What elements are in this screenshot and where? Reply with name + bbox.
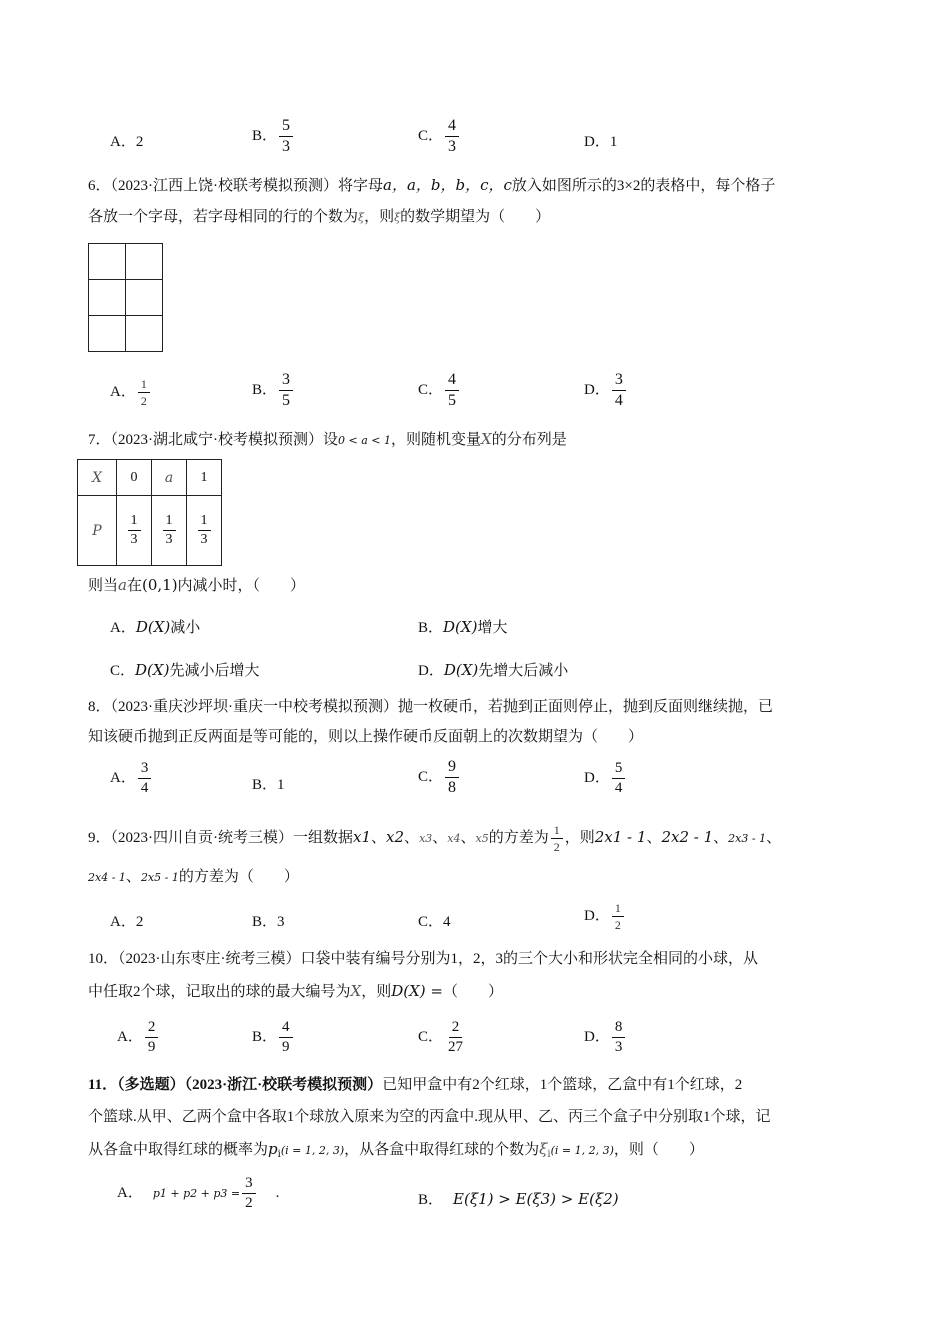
q10-option-c[interactable]: C． $\frac{2}{27}$ <box>418 1020 468 1055</box>
fraction: $\frac{1}{2}$ <box>138 378 150 407</box>
fraction: $\frac{1}{3}$ <box>198 514 211 547</box>
q7-condition-line: 则当a在(0,1)内减小时，（ ） <box>88 576 306 594</box>
q9-option-d[interactable]: D． $\frac{1}{2}$ <box>584 902 626 931</box>
fraction: $\frac{1}{2}$ <box>551 824 563 853</box>
fraction: $\frac{3}{4}$ <box>612 372 626 409</box>
fraction: $\frac{2}{9}$ <box>145 1020 159 1055</box>
q8-stem-line2: 知该硬币抛到正反两面是等可能的，则以上操作硬币反面朝上的次数期望为（ ） <box>88 729 644 745</box>
q11-option-b[interactable]: B． E(ξ1) > E(ξ3) > E(ξ2) <box>418 1190 619 1208</box>
q6-stem-line1: 6．（2023·江西上饶·校联考模拟预测）将字母a，a，b，b，c，c放入如图所示的3×2的表格中，每个格子 <box>88 176 776 194</box>
grid-cell <box>126 244 163 280</box>
table-cell: 1 <box>187 460 222 496</box>
table-header-x: X <box>78 460 117 496</box>
q10-stem-line1: 10．（2023·山东枣庄·统考三模）口袋中装有编号分别为1，2，3的三个大小和形状完全相同的小球，从 <box>88 951 758 967</box>
fraction: $\frac{4}{9}$ <box>279 1020 293 1055</box>
q6-option-a[interactable]: A． $\frac{1}{2}$ <box>110 378 152 407</box>
q6-option-b[interactable]: B． $\frac{3}{5}$ <box>252 372 295 409</box>
fraction: $\frac{4}{5}$ <box>445 372 459 409</box>
q9-option-b[interactable]: B．3 <box>252 914 285 930</box>
table-header-p: P <box>78 496 117 566</box>
q8-option-c[interactable]: C． $\frac{9}{8}$ <box>418 759 461 796</box>
q5-option-a[interactable]: A．2 <box>110 134 144 150</box>
q7-option-d[interactable]: D．D(X)先增大后减小 <box>418 661 569 679</box>
q11-option-a[interactable]: A． p1 + p2 + p3 = $\frac{3}{2}$ . <box>117 1175 280 1211</box>
grid-cell <box>89 316 126 352</box>
q11-stem-line3: 从各盒中取得红球的概率为$p_i(i = 1$, 2, 3)，从各盒中取得红球的个数为$\xi_i(i = 1$, 2, 3)，则（ ） <box>88 1140 704 1160</box>
fraction: $\frac{2}{27}$ <box>448 1019 464 1055</box>
fraction: $\frac{9}{8}$ <box>445 759 459 796</box>
q7-option-c[interactable]: C．D(X)先减小后增大 <box>110 661 260 679</box>
q7-option-b[interactable]: B．D(X)增大 <box>418 618 508 636</box>
grid-cell <box>126 280 163 316</box>
table-cell: a <box>152 460 187 496</box>
q5-option-b[interactable]: B． $\frac{5}{3}$ <box>252 118 295 155</box>
q8-option-b[interactable]: B．1 <box>252 777 285 793</box>
fraction: $\frac{1}{3}$ <box>163 514 176 547</box>
q7-stem: 7．（2023·湖北咸宁·校考模拟预测）设0 < a < 1，则随机变量X的分布列是 <box>88 430 567 448</box>
q7-option-a[interactable]: A．D(X)减小 <box>110 618 201 636</box>
q10-option-b[interactable]: B． $\frac{4}{9}$ <box>252 1020 295 1055</box>
q10-stem-line2: 中任取2个球，记取出的球的最大编号为X，则D(X) =（ ） <box>88 982 503 1000</box>
q7-distribution-table <box>77 459 222 566</box>
table-cell <box>152 496 187 566</box>
q8-option-d[interactable]: D． $\frac{5}{4}$ <box>584 761 627 796</box>
grid-cell <box>89 280 126 316</box>
fraction: $\frac{3}{5}$ <box>279 372 293 409</box>
q6-stem-line2: 各放一个字母，若字母相同的行的个数为ξ，则ξ的数学期望为（ ） <box>88 209 551 225</box>
fraction: $\frac{1}{2}$ <box>612 902 624 931</box>
fraction: $\frac{1}{3}$ <box>128 514 141 547</box>
fraction: $\frac{3}{4}$ <box>138 761 152 796</box>
q9-stem-line1: 9．（2023·四川自贡·统考三模）一组数据x1、x2、x3、x4、x5的方差为 $\frac{1}{2}$ ，则2x1 - 1、2x2 - 1、2x3 - 1、 <box>88 823 782 855</box>
q9-stem-line2: 2x4 - 1、2x5 - 1的方差为（ ） <box>88 869 299 885</box>
q11-stem-line2: 个篮球.从甲、乙两个盒中各取1个球放入原来为空的丙盒中.现从甲、乙、丙三个盒子中分别取1个球，记 <box>88 1109 771 1125</box>
q8-option-a[interactable]: A． $\frac{3}{4}$ <box>110 761 153 796</box>
q6-option-d[interactable]: D． $\frac{3}{4}$ <box>584 372 628 409</box>
q11-stem-line1: 11．（多选题）（2023·浙江·校联考模拟预测）已知甲盒中有2个红球，1个篮球，乙盒中有1个红球，2 <box>88 1077 743 1093</box>
q9-option-a[interactable]: A．2 <box>110 914 144 930</box>
grid-cell <box>126 316 163 352</box>
q10-option-a[interactable]: A． $\frac{2}{9}$ <box>117 1020 160 1055</box>
fraction: $\frac{3}{2}$ <box>242 1176 256 1211</box>
fraction: $\frac{4}{3}$ <box>445 118 459 155</box>
table-cell <box>117 496 152 566</box>
q6-grid-3x2 <box>88 243 163 352</box>
fraction: $\frac{8}{3}$ <box>612 1020 626 1055</box>
table-cell: 0 <box>117 460 152 496</box>
q6-option-c[interactable]: C． $\frac{4}{5}$ <box>418 372 461 409</box>
table-cell <box>187 496 222 566</box>
fraction: $\frac{5}{3}$ <box>279 118 293 155</box>
q8-stem-line1: 8．（2023·重庆沙坪坝·重庆一中校考模拟预测）抛一枚硬币，若抛到正面则停止，抛到反面则继续抛，已 <box>88 699 773 715</box>
q10-option-d[interactable]: D． $\frac{8}{3}$ <box>584 1020 627 1055</box>
grid-cell <box>89 244 126 280</box>
fraction: $\frac{5}{4}$ <box>612 761 626 796</box>
q5-option-c[interactable]: C． $\frac{4}{3}$ <box>418 118 461 155</box>
q5-option-d[interactable]: D．1 <box>584 134 618 150</box>
q9-option-c[interactable]: C．4 <box>418 914 451 930</box>
